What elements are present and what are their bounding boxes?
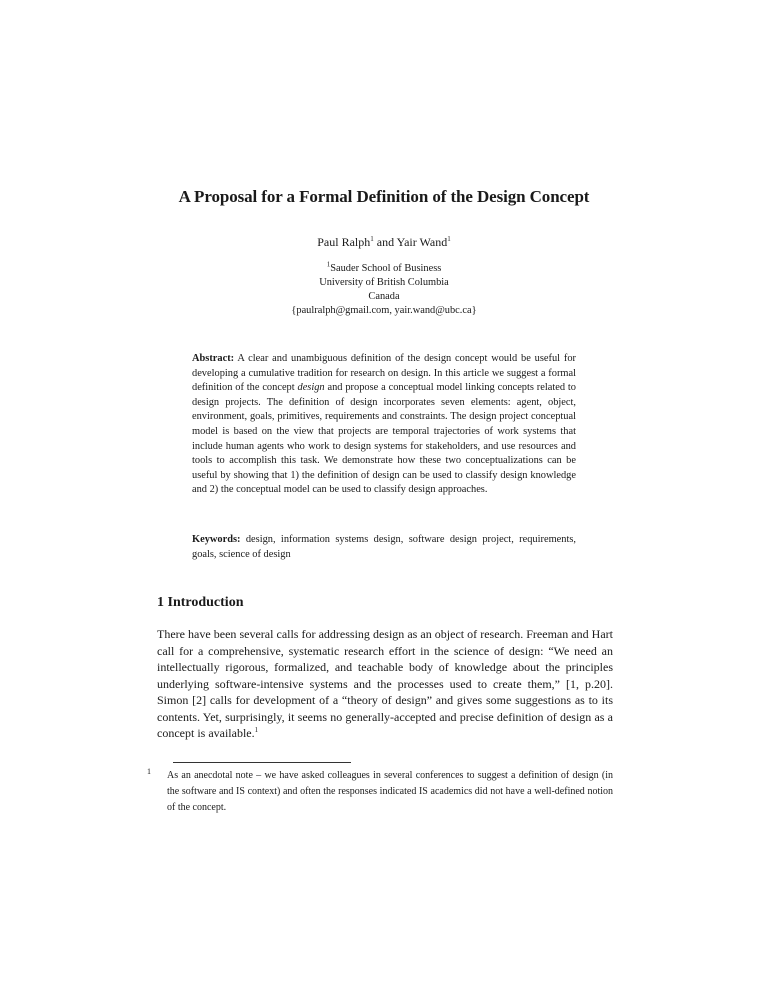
affiliation-school [0,262,768,276]
affiliation-country: Canada [368,291,400,302]
affiliation-marker: 1 [370,235,374,243]
abstract [192,352,576,498]
footnote-divider [173,762,351,763]
author-line [0,234,768,250]
paper-title: A Proposal for a Formal Definition of the Design Concept [178,187,590,206]
abstract-text: and propose a conceptual model linking concepts related to design projects. The definition of design incorporates seven elements: agent, object, environment, goals, primitives, requirements and constraints. The design project conceptual model is based on the view that projects are temporal trajectories of work systems that include human agents who work to design systems for stakeholders, and use resources and tools to accomplish this task. We demonstrate how these two conceptualizations can be useful by showing that 1) the definition of design can be used to classify design knowledge and 2) the conceptual model can be used to classify design approaches. [192,382,576,496]
abstract-emphasis: design [297,382,325,394]
abstract-text: A clear and unambiguous definition of the design concept would be useful for developing a cumulative tradition for research on design. In this article we suggest a formal definition of the concept [192,353,576,394]
author-name: Yair Wand [396,235,448,249]
footnote-reference: 1 [254,726,259,734]
affiliation-school-name: Sauder School of Business [330,263,442,274]
abstract-label: Abstract: [192,353,235,364]
author-name: Paul Ralph [317,235,371,249]
affiliation-university: University of British Columbia [319,277,449,288]
keywords [192,533,576,562]
affiliation-marker: 1 [447,235,451,243]
affiliation-marker: 1 [326,260,331,269]
author-conjunction: and [373,235,397,249]
author-emails: {paulralph@gmail.com, yair.wand@ubc.ca} [291,305,477,316]
footnote-text: As an anecdotal note – we have asked colleagues in several conferences to suggest a definition of design (in the software and IS context) and often the responses indicated IS academics did not have a well-defined notion of the concept. [167,770,613,813]
keywords-text: design, information systems design, software design project, requirements, goals, science of design [192,534,576,560]
affiliation-block [0,262,768,318]
footnote: 1 As an anecdotal note – we have asked colleagues in several conferences to suggest a definition of design (in the software and IS context) and often the responses indicated IS academics did not have a well-defined notion of the concept. [147,766,613,813]
section-body [157,626,613,742]
body-paragraph: There have been several calls for addressing design as an object of research. Freeman and Hart call for a comprehensive, systematic research effort in the science of design: “We need an intellectually rigorous, formalized, and teachable body of knowledge about the principles underlying software-intensive systems and the processes used to create them,” [1, p.20]. Simon [2] calls for development of a “theory of design” and gives some suggestions as to its contents. Yet, surprisingly, it seems no generally-accepted and precise definition of design as a concept is available. [157,627,613,740]
keywords-label: Keywords: [192,534,241,545]
section-heading: 1 Introduction [157,595,244,610]
